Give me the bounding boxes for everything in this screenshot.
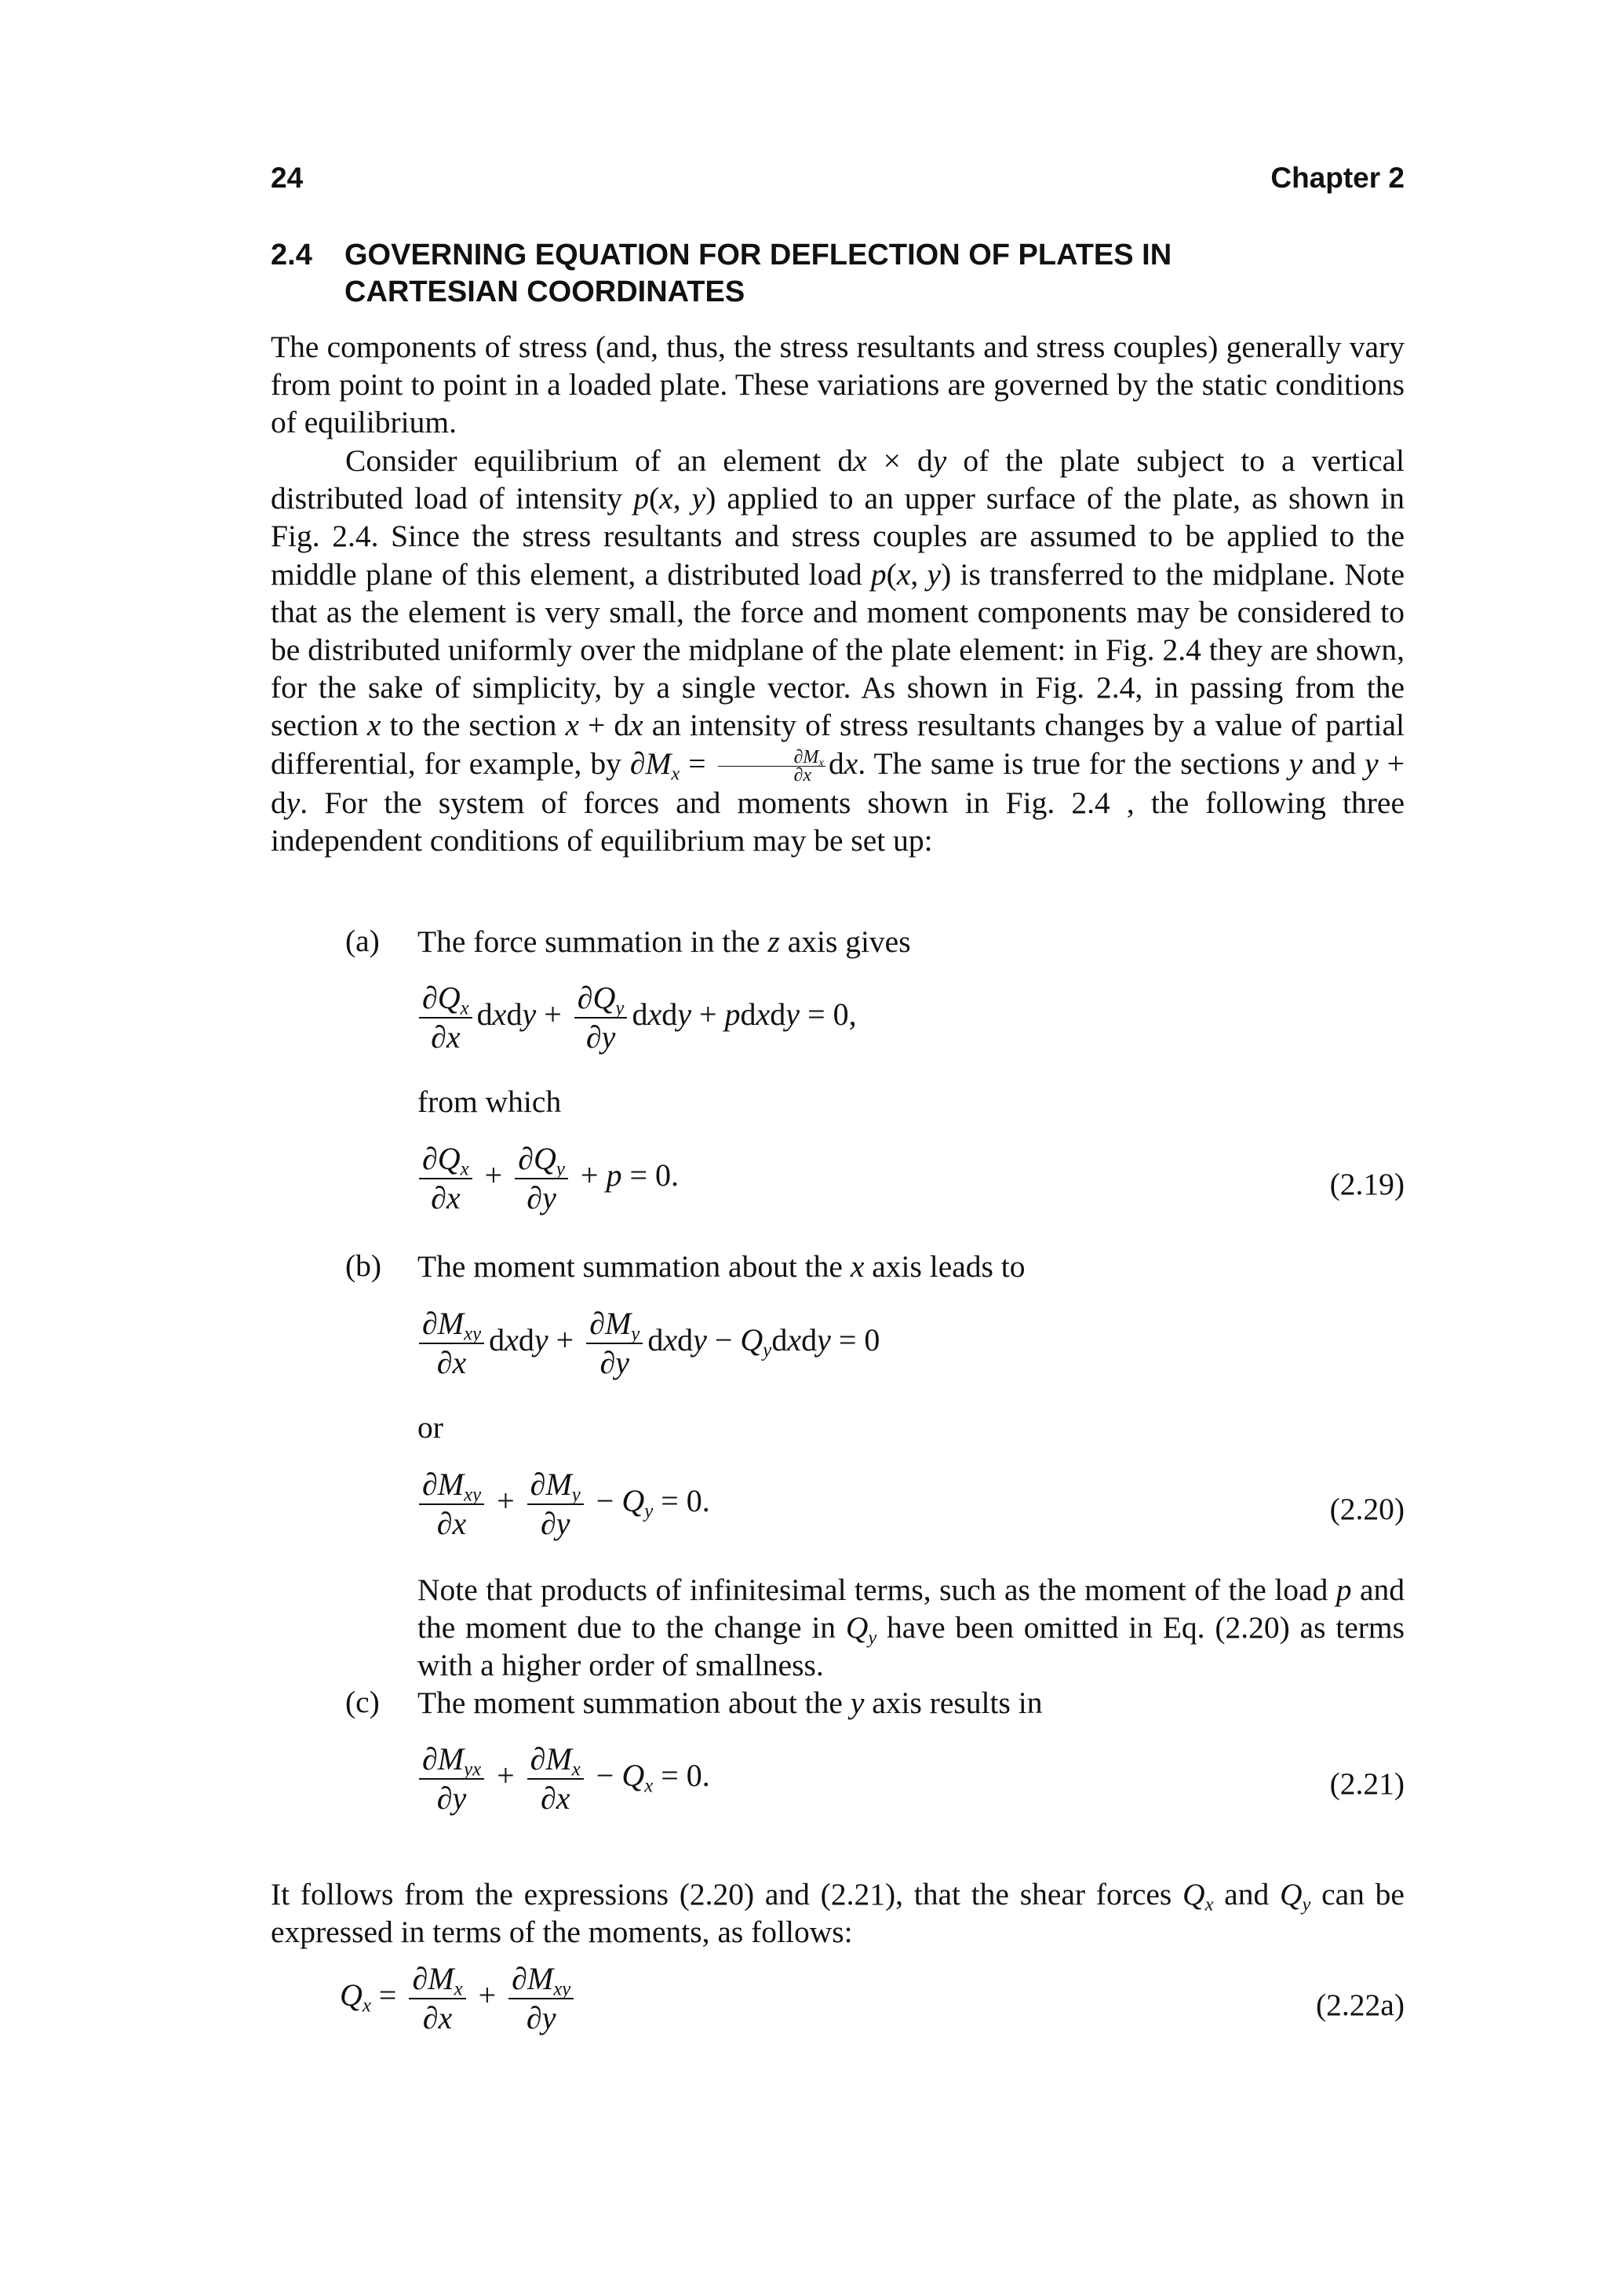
equation-number-2-20: (2.20)	[1329, 1492, 1405, 1526]
chapter-label: Chapter 2	[1270, 162, 1405, 194]
equation-number-2-21: (2.21)	[1329, 1766, 1405, 1801]
paragraph-intro: The components of stress (and, thus, the stress resultants and stress couples) generally vary from point to point in a loaded plate. These variations are governed by the static conditions of equilibrium.	[271, 330, 1405, 440]
equation-2-19: $\frac{\partial Q_x}{\partial x}$ + $\frac{\partial Q_y}{\partial y}$ + p = 0.	[414, 1142, 679, 1215]
item-b-label: (b)	[345, 1248, 382, 1283]
note-paragraph: Note that products of infinitesimal terms, such as the moment of the load p and the moment due to the change in $Q_y$ have been omitted in Eq. (2.20) as terms with a higher order of smallness.	[417, 1573, 1405, 1683]
equation-2-22a: $Q_x$ = $\frac{\partial M_x}{\partial x}$ + $\frac{\partial M_{xy}}{\partial y}$	[340, 1962, 578, 2035]
item-b-text: The moment summation about the x axis leads to	[417, 1249, 1026, 1284]
paragraph-equilibrium: Consider equilibrium of an element dx × dy of the plate subject to a vertical distributed load of intensity p(x, y) applied to an upper surface of the plate, as shown in Fig. 2.4. Since the stress resultants and stress couples are assumed to be applied to the middle plane of this element, a distributed load p(x, y) is transferred to the midplane. Note that as the element is very small, the force and moment components may be considered to be distributed uniformly over the midplane of the plate element: in Fig. 2.4 they are shown, for the sake of simplicity, by a single vector. As shown in Fig. 2.4, in passing from the section x to the section x + dx an intensity of stress resultants changes by a value of partial differential, for example, by $\partial M_x$ = $\frac{\partial M_x}{\partial x}$ dx. The same is true for the sections y and y + dy. For the system of forces and moments shown in Fig. 2.4 , the following three independent conditions of equilibrium may be set up:	[271, 443, 1405, 858]
or-text: or	[417, 1410, 443, 1445]
equation-2-20: $\frac{\partial M_{xy}}{\partial x}$ + $\frac{\partial M_y}{\partial y}$ − $Q_y = 0$.	[414, 1467, 710, 1541]
page-number: 24	[271, 162, 304, 194]
section-title: GOVERNING EQUATION FOR DEFLECTION OF PLATES IN CARTESIAN COORDINATES	[344, 239, 1172, 308]
equation-moment-x: $\frac{\partial M_{xy}}{\partial x}$ dxdy + $\frac{\partial M_y}{\partial y}$ dxdy − $Q_ydxdy = 0$	[414, 1307, 880, 1380]
equation-2-21: $\frac{\partial M_{yx}}{\partial y}$ + $\frac{\partial M_x}{\partial x}$ − $Q_x = 0$.	[414, 1742, 710, 1816]
section-number: 2.4	[271, 239, 312, 272]
item-a-text: The force summation in the z axis gives	[417, 924, 911, 959]
item-c-label: (c)	[345, 1685, 380, 1719]
paragraph-shear-forces: It follows from the expressions (2.20) and (2.21), that the shear forces $Q_x$ and $Q_y$ can be expressed in terms of the moments, as follows:	[271, 1877, 1405, 1950]
item-a-label: (a)	[345, 924, 380, 958]
from-which-text: from which	[417, 1084, 562, 1119]
item-c-text: The moment summation about the y axis results in	[417, 1686, 1043, 1720]
equation-number-2-19: (2.19)	[1329, 1167, 1405, 1201]
equation-number-2-22a: (2.22a)	[1316, 1988, 1405, 2022]
equation-force-summation: $\frac{\partial Q_x}{\partial x}$ dxdy + $\frac{\partial Q_y}{\partial y}$ dxdy + pdxdy = 0,	[414, 981, 857, 1055]
